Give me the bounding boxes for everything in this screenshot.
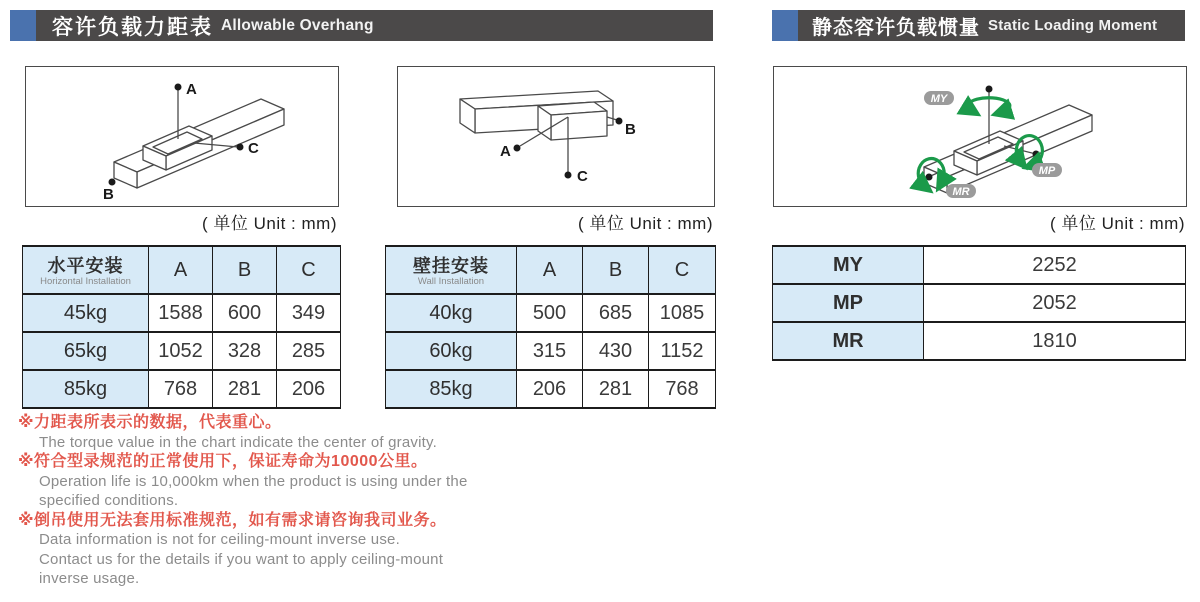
footnote-en: Operation life is 10,000km when the product is using under the <box>39 472 468 490</box>
cell-value: 315 <box>517 332 583 370</box>
row-label: 60kg <box>386 332 517 370</box>
cell-value: 768 <box>149 370 213 408</box>
footnote-en: specified conditions. <box>39 492 179 509</box>
footnote-zh: ※倒吊使用无法套用标准规范，如有需求请咨询我司业务。 <box>18 511 447 529</box>
corner-label-en: Wall Installation <box>417 276 485 287</box>
table-header-row <box>23 246 341 294</box>
point-b-marker <box>103 179 116 204</box>
header-title-zh: 容许负载力距表 <box>52 15 213 39</box>
table-horizontal-installation <box>22 245 341 409</box>
footnote-en: The torque value in the chart indicate the center of gravity. <box>39 433 437 451</box>
table-corner-cell <box>386 246 517 294</box>
header-title-en: Allowable Overhang <box>221 16 374 34</box>
header-accent-square <box>10 10 36 41</box>
table-row <box>23 332 341 370</box>
cell-value: 349 <box>277 294 341 332</box>
header-title-en: Static Loading Moment <box>988 17 1158 34</box>
table-wall-installation <box>385 245 716 409</box>
column-header-a: A <box>149 246 213 294</box>
column-header-c: C <box>277 246 341 294</box>
cell-value: 685 <box>583 294 649 332</box>
header-accent-square <box>772 10 798 41</box>
table-static-loading-moment <box>772 245 1186 361</box>
row-label: 45kg <box>23 294 149 332</box>
diagram-static-loading-moment <box>773 66 1187 207</box>
footnote-en: Data information is not for ceiling-mount inverse use. <box>39 531 400 548</box>
unit-label: ( 单位 Unit : mm) <box>202 214 337 233</box>
point-label-b: B <box>103 186 114 203</box>
table-row <box>386 332 716 370</box>
row-label-mr: MR <box>773 322 924 360</box>
table-row <box>386 294 716 332</box>
diagram-wall-installation <box>397 66 715 207</box>
cell-value: 281 <box>583 370 649 408</box>
table-row <box>23 370 341 408</box>
cell-value: 2252 <box>924 246 1186 284</box>
row-label: 85kg <box>386 370 517 408</box>
cell-value: 2052 <box>924 284 1186 322</box>
cell-value: 1085 <box>649 294 716 332</box>
point-label-a: A <box>500 143 511 160</box>
column-header-b: B <box>213 246 277 294</box>
section-header-static-loading-moment <box>772 10 1185 41</box>
cell-value: 1588 <box>149 294 213 332</box>
table-row <box>386 370 716 408</box>
section-header-allowable-overhang <box>10 10 713 41</box>
carriage-block <box>538 102 607 140</box>
point-label-c: C <box>248 140 259 157</box>
cell-value: 328 <box>213 332 277 370</box>
footnote-en: inverse usage. <box>39 570 140 587</box>
row-label: 85kg <box>23 370 149 408</box>
cell-value: 206 <box>517 370 583 408</box>
point-label-a: A <box>186 81 197 98</box>
footnote-zh: ※力距表所表示的数据，代表重心。 <box>18 414 282 431</box>
table-corner-cell <box>23 246 149 294</box>
point-label-b: B <box>625 121 636 138</box>
row-label-my: MY <box>773 246 924 284</box>
row-label-mp: MP <box>773 284 924 322</box>
table-row <box>23 294 341 332</box>
corner-label-en: Horizontal Installation <box>40 276 131 287</box>
cell-value: 600 <box>213 294 277 332</box>
diagram-horizontal-installation <box>25 66 339 207</box>
footnotes <box>18 413 558 589</box>
row-label: 65kg <box>23 332 149 370</box>
column-header-c: C <box>649 246 716 294</box>
corner-label-zh: 水平安装 <box>47 256 124 276</box>
moment-mp-label: MP <box>1038 165 1056 177</box>
cell-value: 1052 <box>149 332 213 370</box>
moment-mr-label: MR <box>952 186 970 198</box>
header-title-zh: 静态容许负载惯量 <box>812 17 980 39</box>
footnote-en: Contact us for the details if you want to apply ceiling-mount <box>39 550 444 568</box>
table-row <box>773 284 1186 322</box>
cell-value: 1152 <box>649 332 716 370</box>
cell-value: 206 <box>277 370 341 408</box>
unit-label: ( 单位 Unit : mm) <box>1050 214 1185 233</box>
column-header-b: B <box>583 246 649 294</box>
footnote-zh: ※符合型录规范的正常使用下，保证寿命为10000公里。 <box>18 453 428 470</box>
point-label-c: C <box>577 168 588 185</box>
table-row <box>773 322 1186 360</box>
unit-label: ( 单位 Unit : mm) <box>578 214 713 233</box>
cell-value: 285 <box>277 332 341 370</box>
column-header-a: A <box>517 246 583 294</box>
table-row <box>773 246 1186 284</box>
cell-value: 500 <box>517 294 583 332</box>
cell-value: 430 <box>583 332 649 370</box>
table-header-row <box>386 246 716 294</box>
cell-value: 768 <box>649 370 716 408</box>
row-label: 40kg <box>386 294 517 332</box>
cell-value: 281 <box>213 370 277 408</box>
corner-label-zh: 壁挂安装 <box>413 256 489 276</box>
cell-value: 1810 <box>924 322 1186 360</box>
moment-my-label: MY <box>930 93 948 105</box>
